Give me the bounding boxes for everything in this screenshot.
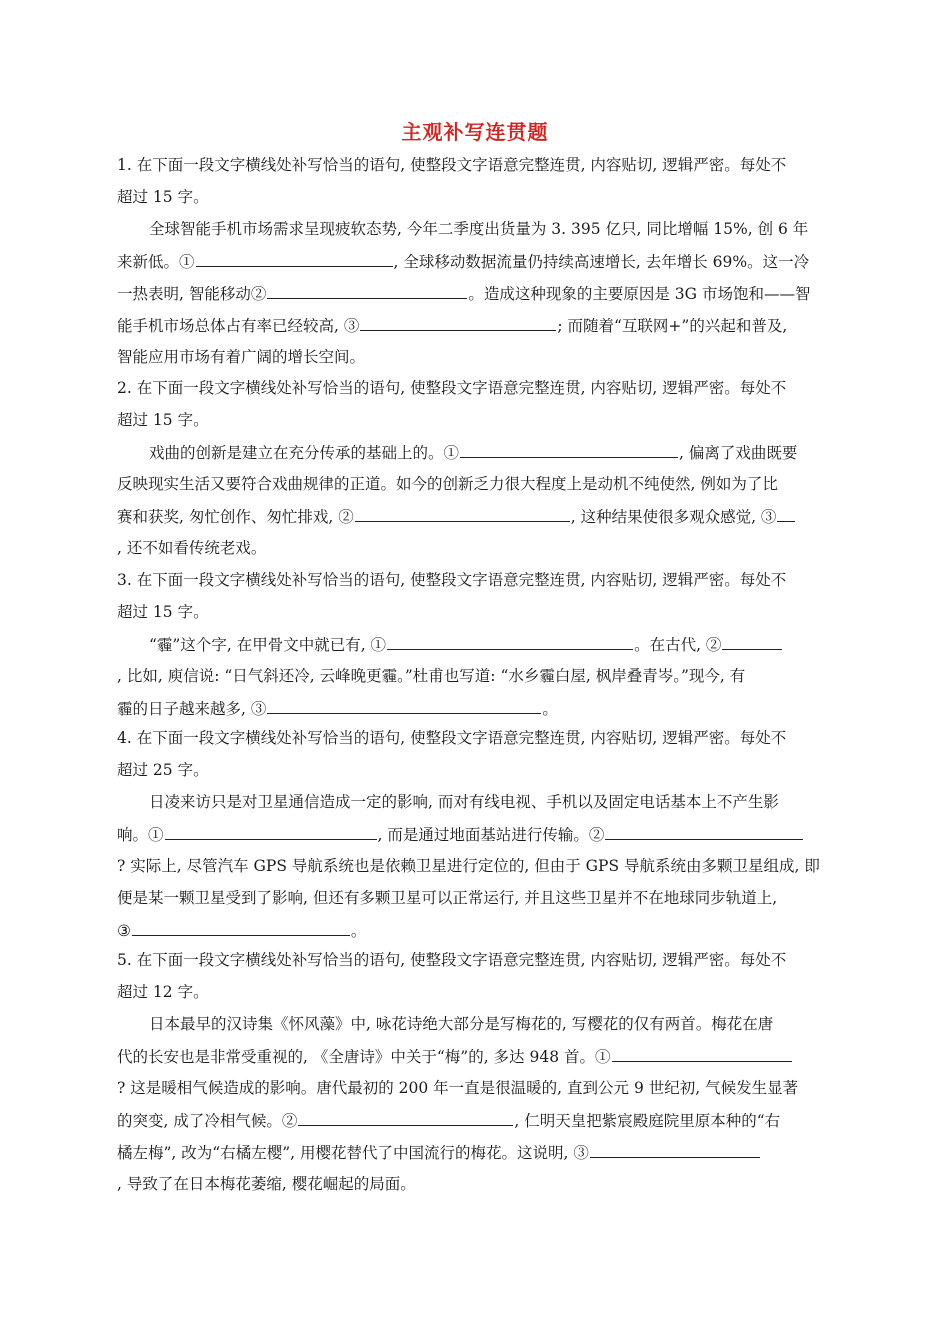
q5-blank-1[interactable] — [612, 1040, 792, 1062]
q3-limit: 超过 15 字。 — [117, 603, 209, 621]
q3-text-segment: 。在古代, ② — [634, 636, 722, 654]
q2-text-segment: , 这种结果使很多观众感觉, ③ — [570, 508, 777, 526]
q4-text-line — [117, 818, 804, 850]
q4-text-segment: 。 — [350, 922, 367, 940]
q1-text-segment: 。造成这种现象的主要原因是 3G 市场饱和——智 — [468, 285, 811, 303]
q2-text-segment: 戏曲的创新是建立在充分传承的基础上的。① — [149, 444, 460, 462]
q5-text-segment: , 仁明天皇把紫宸殿庭院里原本种的“右 — [514, 1112, 781, 1130]
q4-text-line: ? 实际上, 尽管汽车 GPS 导航系统也是依赖卫星进行定位的, 但由于 GPS 导航系统由多颗卫星组成, 即 — [117, 857, 820, 875]
q3-text-segment: 霾的日子越来越多, ③ — [117, 700, 267, 718]
q5-limit: 超过 12 字。 — [117, 983, 209, 1001]
q3-text-line: , 比如, 庾信说: “日气斜还冷, 云峰晚更霾。”杜甫也写道: “水乡霾白屋, 枫岸叠青岑。”现今, 有 — [117, 667, 746, 685]
q5-blank-2[interactable] — [298, 1104, 513, 1126]
q5-instruction: 5. 在下面一段文字横线处补写恰当的语句, 使整段文字语意完整连贯, 内容贴切, 逻辑严密。每处不 — [117, 951, 787, 969]
q2-text-line: 反映现实生活又要符合戏曲规律的正道。如今的创新乏力很大程度上是动机不纯使然, 例如为了比 — [117, 475, 778, 493]
q1-text-line: 全球智能手机市场需求呈现疲软态势, 今年二季度出货量为 3. 395 亿只, 同比增幅 15%, 创 6 年 — [149, 220, 809, 238]
q3-instruction: 3. 在下面一段文字横线处补写恰当的语句, 使整段文字语意完整连贯, 内容贴切, 逻辑严密。每处不 — [117, 571, 787, 589]
q5-text-segment: 的突变, 成了冷相气候。② — [117, 1112, 298, 1130]
q3-text-segment: “霾”这个字, 在甲骨文中就已有, ① — [149, 636, 387, 654]
q1-text-segment: ; 而随着“互联网+”的兴起和普及, — [557, 317, 788, 335]
q2-text-line: , 还不如看传统老戏。 — [117, 539, 267, 557]
q1-blank-1[interactable] — [196, 245, 393, 267]
q5-blank-3[interactable] — [590, 1136, 760, 1158]
q1-text-line — [117, 309, 787, 341]
q4-blank-1[interactable] — [165, 818, 377, 840]
q5-text-segment: 代的长安也是非常受重视的, 《全唐诗》中关于“梅”的, 多达 948 首。① — [117, 1048, 611, 1066]
q1-text-line: 智能应用市场有着广阔的增长空间。 — [117, 348, 366, 366]
q4-text-segment: , 而是通过地面基站进行传输。② — [377, 826, 605, 844]
q4-limit: 超过 25 字。 — [117, 761, 209, 779]
q2-text-segment: 赛和获奖, 匆忙创作、匆忙排戏, ② — [117, 508, 354, 526]
q1-text-segment: , 全球移动数据流量仍持续高速增长, 去年增长 69%。这一冷 — [393, 253, 810, 271]
q2-instruction: 2. 在下面一段文字横线处补写恰当的语句, 使整段文字语意完整连贯, 内容贴切, 逻辑严密。每处不 — [117, 379, 787, 397]
q5-text-line — [117, 1104, 780, 1136]
q1-text-line — [117, 245, 809, 277]
q3-blank-1[interactable] — [387, 628, 633, 650]
q5-text-line — [117, 1136, 761, 1168]
q1-blank-3[interactable] — [360, 309, 556, 331]
q1-text-segment: 来新低。① — [117, 253, 195, 271]
q4-instruction: 4. 在下面一段文字横线处补写恰当的语句, 使整段文字语意完整连贯, 内容贴切, 逻辑严密。每处不 — [117, 729, 787, 747]
q3-text-segment: 。 — [542, 700, 558, 718]
q4-text-line — [117, 914, 366, 946]
q2-text-line — [117, 500, 796, 532]
q1-limit: 超过 15 字。 — [117, 188, 209, 206]
q2-blank-2[interactable] — [355, 500, 570, 522]
q1-text-segment: 一热表明, 智能移动② — [117, 285, 267, 303]
q4-blank-3[interactable] — [132, 914, 350, 936]
page-title: 主观补写连贯题 — [401, 120, 549, 144]
q4-text-line: 便是某一颗卫星受到了影响, 但还有多颗卫星可以正常运行, 并且这些卫星并不在地球同步轨道上, — [117, 889, 778, 907]
q4-text-segment: 响。① — [117, 826, 164, 844]
q1-blank-2[interactable] — [267, 277, 467, 299]
q1-text-line — [117, 277, 810, 309]
q3-text-line — [117, 692, 558, 724]
q2-text-line — [149, 436, 797, 468]
q4-blank-2[interactable] — [605, 818, 803, 840]
q2-blank-1[interactable] — [460, 436, 678, 458]
q5-text-line — [117, 1040, 793, 1072]
q5-text-line: 日本最早的汉诗集《怀风藻》中, 咏花诗绝大部分是写梅花的, 写樱花的仅有两首。梅花在唐 — [149, 1015, 774, 1033]
q2-limit: 超过 15 字。 — [117, 411, 209, 429]
q4-text-segment: ③ — [117, 922, 131, 940]
q3-blank-3[interactable] — [267, 692, 541, 714]
q4-text-line: 日凌来访只是对卫星通信造成一定的影响, 而对有线电视、手机以及固定电话基本上不产生影 — [149, 793, 779, 811]
q5-text-line: ? 这是暖相气候造成的影响。唐代最初的 200 年一直是很温暖的, 直到公元 9 世纪初, 气候发生显著 — [117, 1079, 799, 1097]
q2-blank-3[interactable] — [777, 500, 795, 522]
q5-text-line: , 导致了在日本梅花萎缩, 樱花崛起的局面。 — [117, 1175, 416, 1193]
q3-blank-2[interactable] — [722, 628, 782, 650]
q3-text-line — [149, 628, 783, 660]
q5-text-segment: 橘左梅”, 改为“右橘左樱”, 用樱花替代了中国流行的梅花。这说明, ③ — [117, 1144, 589, 1162]
q1-text-segment: 能手机市场总体占有率已经较高, ③ — [117, 317, 360, 335]
q2-text-segment: , 偏离了戏曲既要 — [679, 444, 798, 462]
q1-instruction: 1. 在下面一段文字横线处补写恰当的语句, 使整段文字语意完整连贯, 内容贴切, 逻辑严密。每处不 — [117, 156, 787, 174]
